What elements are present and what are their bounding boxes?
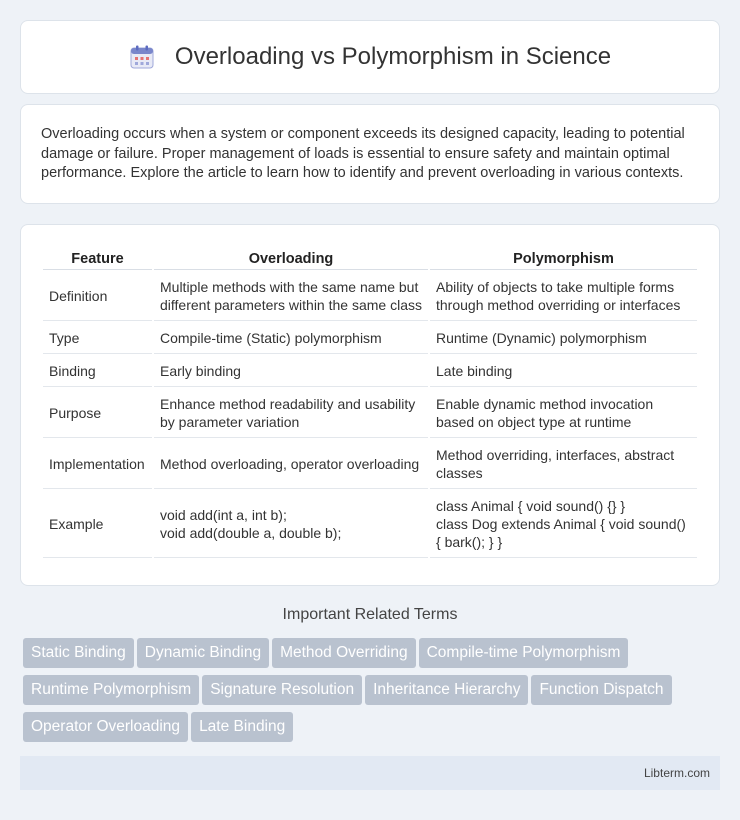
calendar-icon — [129, 44, 155, 70]
intro-text: Overloading occurs when a system or component exceeds its designed capacity, leading to potential damage or failure. Proper management of loads is essential to ensure safety and maintain optimal performance. Explore the article to learn how to identify and prevent overloading in various contexts. — [41, 126, 685, 181]
table-row — [43, 323, 697, 354]
header-overloading: Overloading — [154, 245, 428, 270]
related-term-tag[interactable]: Static Binding — [23, 638, 134, 668]
cell-feature: Purpose — [43, 389, 152, 438]
related-term-tag[interactable]: Runtime Polymorphism — [23, 675, 199, 705]
cell-feature: Binding — [43, 356, 152, 387]
table-row — [43, 356, 697, 387]
cell-overloading: void add(int a, int b); void add(double a, double b); — [154, 491, 428, 558]
cell-overloading: Method overloading, operator overloading — [154, 440, 428, 489]
cell-overloading: Enhance method readability and usability by parameter variation — [154, 389, 428, 438]
header-feature: Feature — [43, 245, 152, 270]
cell-overloading: Compile-time (Static) polymorphism — [154, 323, 428, 354]
related-term-tag[interactable]: Method Overriding — [272, 638, 416, 668]
cell-feature: Implementation — [43, 440, 152, 489]
comparison-table — [41, 243, 699, 560]
table-row — [43, 440, 697, 489]
footer-site[interactable]: Libterm.com — [643, 766, 710, 780]
header-polymorphism: Polymorphism — [430, 245, 697, 270]
cell-polymorphism: Method overriding, interfaces, abstract classes — [430, 440, 697, 489]
table-row — [43, 272, 697, 321]
table-header-row — [43, 245, 697, 270]
cell-polymorphism: Late binding — [430, 356, 697, 387]
related-term-tag[interactable]: Inheritance Hierarchy — [365, 675, 528, 705]
related-term-tag[interactable]: Dynamic Binding — [137, 638, 269, 668]
page-title: Overloading vs Polymorphism in Science — [174, 43, 612, 70]
related-term-tag[interactable]: Signature Resolution — [202, 675, 362, 705]
related-terms-title: Important Related Terms — [282, 606, 458, 623]
comparison-card — [20, 224, 720, 586]
intro-card — [20, 104, 720, 204]
cell-feature: Definition — [43, 272, 152, 321]
related-term-tag[interactable]: Function Dispatch — [531, 675, 671, 705]
table-row — [43, 491, 697, 558]
header-card — [20, 20, 720, 94]
cell-polymorphism: class Animal { void sound() {} } class Dog extends Animal { void sound() { bark(); } } — [430, 491, 697, 558]
related-term-tag[interactable]: Late Binding — [191, 712, 293, 742]
cell-polymorphism: Ability of objects to take multiple forms through method overriding or interfaces — [430, 272, 697, 321]
footer — [20, 756, 720, 790]
related-terms-list — [23, 638, 723, 749]
cell-polymorphism: Runtime (Dynamic) polymorphism — [430, 323, 697, 354]
cell-feature: Type — [43, 323, 152, 354]
cell-overloading: Multiple methods with the same name but different parameters within the same class — [154, 272, 428, 321]
cell-overloading: Early binding — [154, 356, 428, 387]
related-term-tag[interactable]: Compile-time Polymorphism — [419, 638, 629, 668]
cell-feature: Example — [43, 491, 152, 558]
cell-polymorphism: Enable dynamic method invocation based on object type at runtime — [430, 389, 697, 438]
related-term-tag[interactable]: Operator Overloading — [23, 712, 188, 742]
table-row — [43, 389, 697, 438]
